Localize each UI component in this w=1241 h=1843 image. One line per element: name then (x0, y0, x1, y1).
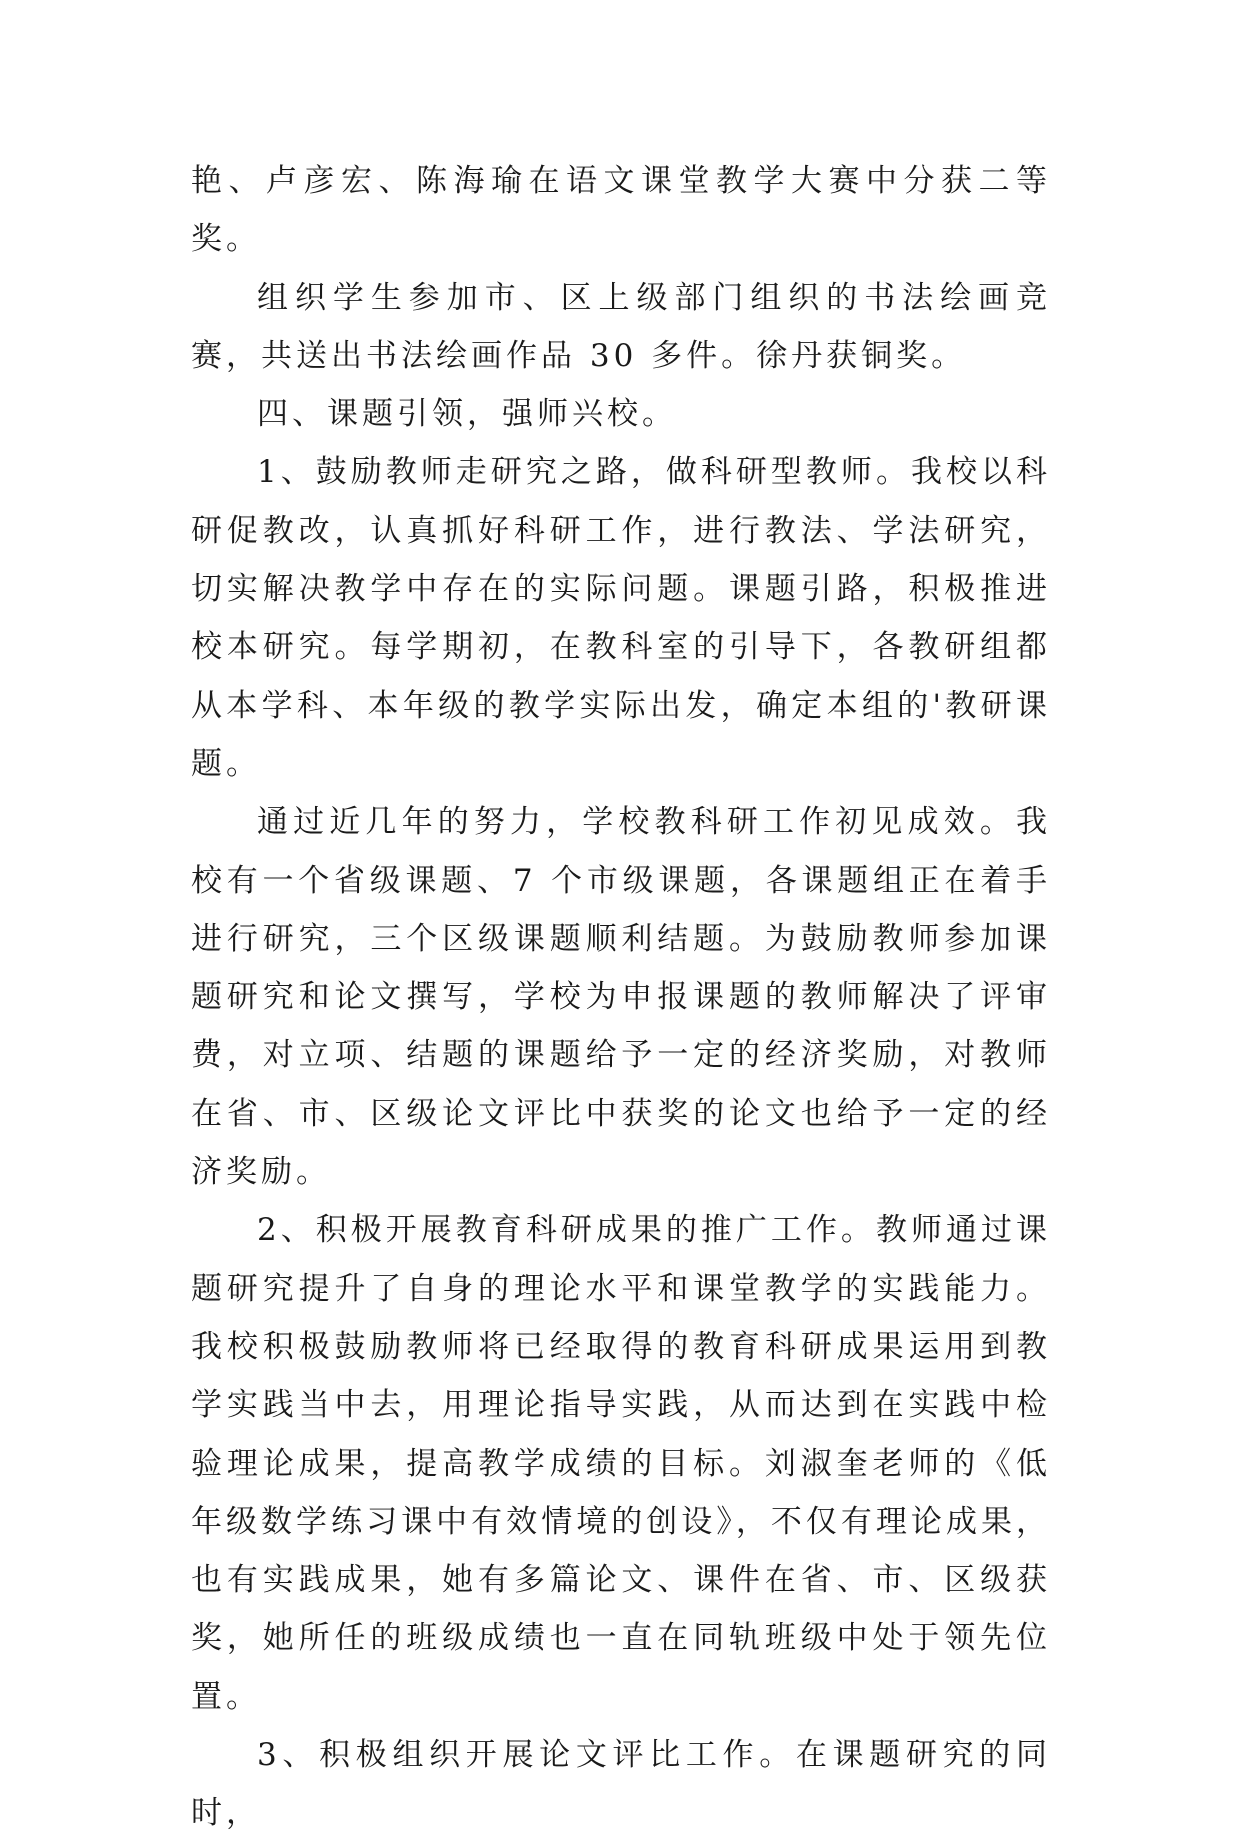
section-heading-four: 四、课题引领，强师兴校。 (257, 396, 677, 433)
paragraph-research-results: 通过近几年的努力，学校教科研工作初见成效。我校有一个省级课题、7 个市级课题，各课题组正在着手进行研究，三个区级课题顺利结题。为鼓励教师参加课题研究和论文撰写，学校为申报课题的教师解决了评审费，对立项、结题的课题给予一定的经济奖励，对教师在省、市、区级论文评比中获奖的论文也给予一定的经济奖励。 (191, 804, 1051, 1191)
paragraph-awards-continued: 艳、卢彦宏、陈海瑜在语文课堂教学大赛中分获二等奖。 (191, 163, 1051, 258)
paragraph-paper-evaluation: 3、积极组织开展论文评比工作。在课题研究的同时， (191, 1737, 1051, 1832)
paragraph-promotion-work: 2、积极开展教育科研成果的推广工作。教师通过课题研究提升了自身的理论水平和课堂教学的实践能力。我校积极鼓励教师将已经取得的教育科研成果运用到教学实践当中去，用理论指导实践，从而达到在实践中检验理论成果，提高教学成绩的目标。刘淑奎老师的《低年级数学练习课中有效情境的创设》，不仅有理论成果，也有实践成果，她有多篇论文、课件在省、市、区级获奖，她所任的班级成绩也一直在同轨班级中处于领先位置。 (191, 1212, 1051, 1715)
paragraph-calligraphy-contest: 组织学生参加市、区上级部门组织的书法绘画竞赛，共送出书法绘画作品 30 多件。徐丹获铜奖。 (191, 279, 1051, 374)
document-body (191, 152, 1051, 1843)
paragraph-research-teachers: 1、鼓励教师走研究之路，做科研型教师。我校以科研促教改，认真抓好科研工作，进行教法、学法研究，切实解决教学中存在的实际问题。课题引路，积极推进校本研究。每学期初，在教科室的引导下，各教研组都从本学科、本年级的教学实际出发，确定本组的'教研课题。 (191, 454, 1051, 782)
